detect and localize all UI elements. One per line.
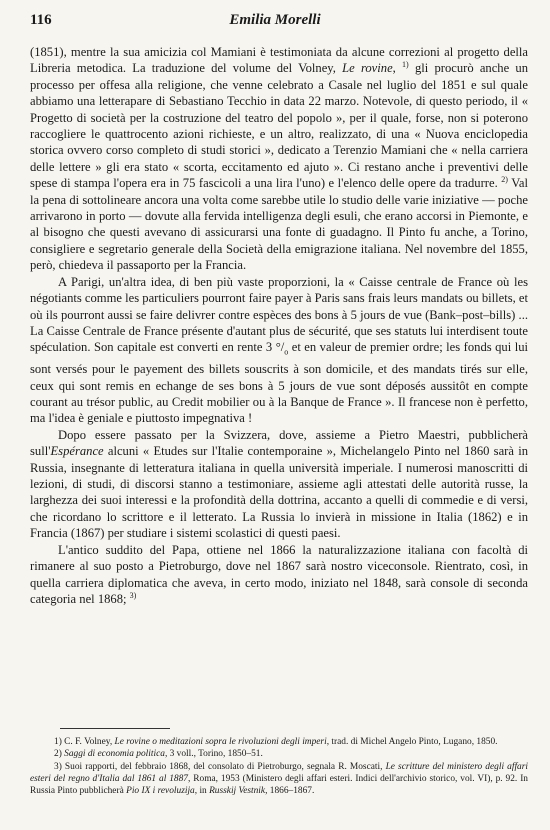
footnotes (30, 736, 528, 797)
text-run: , trad. di Michel Angelo Pinto, Lugano, 1850. (326, 737, 498, 747)
italic-text: Le rovine (342, 61, 393, 76)
page-number: 116 (30, 12, 52, 28)
italic-text: Pio IX i revoluzija (126, 786, 195, 797)
footnote-divider (60, 728, 170, 729)
text-run: 2) (54, 749, 65, 760)
footnote-reference: 1) (402, 60, 409, 70)
footnote (30, 736, 528, 748)
italic-text: Saggi di economia politica (64, 749, 165, 760)
text-run: , (392, 61, 403, 76)
footnote-reference: 2) (501, 175, 508, 185)
paragraph (30, 542, 528, 608)
text-run: , in (194, 786, 210, 797)
page-header (30, 8, 520, 36)
text-run: 1) C. F. Volney, (54, 737, 115, 747)
italic-text: Le rovine o meditazioni sopra le rivoluzioni degli imperi (114, 737, 327, 747)
text-run: 3) Suoi rapporti, del febbraio 1868, del consolato di Pietroburgo, segnala R. Moscati, (54, 761, 386, 772)
text-run: L'antico suddito del Papa, ottiene nel 1866 la naturalizzazione italiana con facoltà di rimanere al suo posto a Pietroburgo, dove nel 1867 sarà nostro viceconsole. Rientrato, così, in quella carriera diplomatica che aveva, in certo modo, iniziato nel 1848, sarà console di seconda categoria nel 1868; (30, 542, 528, 606)
body-text (30, 44, 528, 607)
text-run: , 1866–1867. (265, 786, 315, 797)
text-run: Dopo essere passato per la Svizzera, dove, assieme a Pietro Maestri, pubblicherà sull' (30, 427, 528, 459)
paragraph (30, 427, 528, 542)
text-run: gli procurò anche un processo per offesa alla religione, che venne celebrato a Casale nel luglio del 1851 e sul quale abbiamo una letterapare di Sebastiano Tecchio in data 22 marzo. Notevole, di questo periodo, il « Progetto di società per la costruzione del teatro del popolo », per il quale, forse, non si poterono raccogliere le quattrocento azioni richieste, e un altro, realizzato, di una « Nuova enciclopedia storica ovvero corso completo di studi storici », dedicato a Terenzio Mamiani che « nella carriera delle lettere » gli era stato « scorta, eccitamento ed ajuto ». Ci restano anche i preventivi delle spese di stampa l'opera era in 75 fascicoli a una lira l'uno) e l'elenco delle opere da tradurre. (30, 61, 529, 191)
text-run: et en valeur de premier ordre; les fonds qui lui sont versés pour le payement des billets souscrits à son domicile, et des mandats tirés sur elle, ceux qui sont remis en echange de ses bons à 5 jours de vue sont déposés aussitôt en compte courant au trésor public, au Credit mobilier ou à la Banque de France ». Il francese non è perfetto, ma l'idea è geniale e piuttosto impegnativa ! (30, 340, 528, 426)
text-run: o (284, 347, 289, 357)
paragraph (30, 274, 528, 427)
text-run: , 3 voll., Torino, 1850–51. (164, 749, 263, 760)
paragraph (30, 44, 528, 274)
footnote-reference: 3) (129, 590, 137, 600)
text-run: (1851), mentre la sua amicizia col Mamiani è testimoniata da alcune correzioni al progetto della Libreria metodica. La traduzione del volume del Volney, (30, 45, 528, 76)
text-run: , Roma, 1953 (Ministero degli affari esteri. Indici dell'archivio storico, vol. VI), p. 92. In Russia Pinto pubblicherà (30, 773, 528, 797)
italic-text: Russkij Vestnik (209, 786, 266, 797)
footnote (30, 748, 528, 760)
text-run: A Parigi, un'altra idea, di ben più vaste proporzioni, la « Caisse centrale de France où les négotiants comme les particuliers pourront faire payer à Paris sans frais leurs mandats ou billets, et où ils pourront aussi se faire delivrer contre espèces des bons à 5 jours de vue (Bank–post–bills) ... La Caisse Centrale de France présente d'autant plus de sécurité, que ses statuts lui interdisent toute spéculation. Son capitale est converti en rente 3 °/ (30, 274, 529, 355)
running-head: Emilia Morelli (229, 12, 321, 28)
text-run: alcuni « Etudes sur l'Italie contemporaine », Michelangelo Pinto nel 1860 sarà in Russia, insegnante di letteratura italiana in quella università imperiale. I numerosi manoscritti di lezioni, di studi, di discorsi stanno a testimoniare, assieme agli attestati delle autorità russe, la larghezza dei suoi interessi e la profondità della dottrina, accanto a quelli di commedie e di versi, che ricordano lo scrittore e il letterato. La Russia lo invierà in missione in Italia (1862) e in Francia (1867) per studiare i sistemi scolastici di questi paesi. (30, 444, 528, 541)
italic-text: Espérance (50, 444, 104, 459)
footnote (30, 761, 528, 798)
italic-text: Le scritture del ministero degli affari esteri del regno d'Italia dal 1861 al 1887 (30, 761, 528, 784)
text-run: Val la pena di sottolineare ancora una volta come sarebbe utile lo studio delle varie iniziative — poche arrivarono in porto — dovute alla fervida intelligenza degli esuli, che erano accorsi in Piemonte, e al bisogno che questi avevano di assicurarsi una fonte di guadagno. Il Pinto fu anche, a Torino, consigliere e segretario generale della Società della emigrazione italiana. Nel novembre del 1855, però, chiedeva il passaporto per la Francia. (30, 176, 529, 273)
